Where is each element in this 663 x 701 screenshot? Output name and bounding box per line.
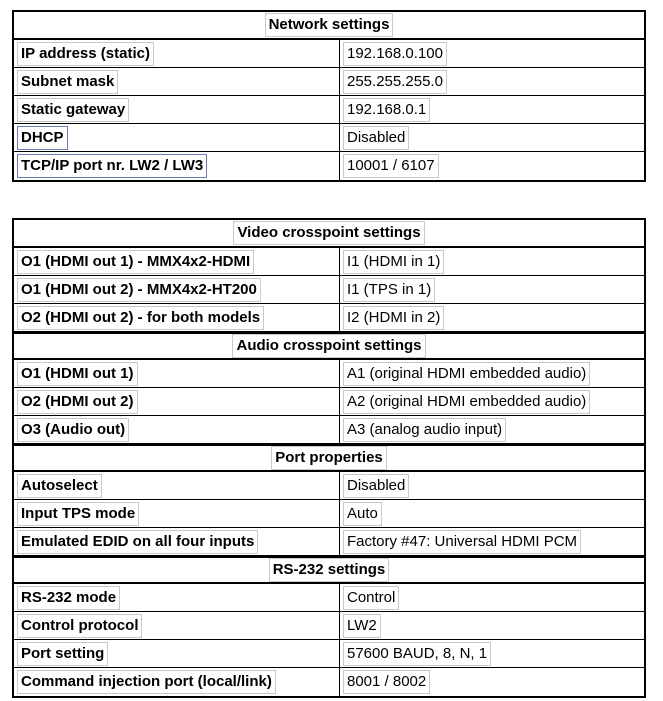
row-value-cell[interactable] [340, 416, 644, 443]
port-properties-header-row [14, 444, 644, 472]
table-row [14, 248, 644, 276]
table-row [14, 500, 644, 528]
table-row [14, 388, 644, 416]
audio-crosspoint-header-row [14, 332, 644, 360]
table-row [14, 472, 644, 500]
row-value-cell[interactable] [340, 248, 644, 275]
row-value-cell[interactable] [340, 584, 644, 611]
row-value-cell[interactable] [340, 304, 644, 331]
audio-out1-value[interactable]: A1 (original HDMI embedded audio) [343, 362, 590, 386]
network-settings-header-row [14, 12, 644, 40]
command-injection-port-label: Command injection port (local/link) [17, 670, 276, 694]
audio-out3-label: O3 (Audio out) [17, 418, 129, 442]
audio-out2-label: O2 (HDMI out 2) [17, 390, 138, 414]
row-label-cell [14, 124, 340, 151]
subnet-mask-label: Subnet mask [17, 70, 118, 94]
audio-crosspoint-header-label: Audio crosspoint settings [232, 334, 425, 358]
table-row [14, 584, 644, 612]
row-value-cell[interactable] [340, 124, 644, 151]
port-setting-value[interactable]: 57600 BAUD, 8, N, 1 [343, 642, 491, 666]
row-value-cell[interactable] [340, 612, 644, 639]
tcpip-port-value[interactable]: 10001 / 6107 [343, 154, 439, 178]
row-label-cell [14, 500, 340, 527]
autoselect-label: Autoselect [17, 474, 102, 498]
row-label-cell [14, 152, 340, 180]
table-row [14, 96, 644, 124]
audio-out3-value[interactable]: A3 (analog audio input) [343, 418, 506, 442]
audio-out1-label: O1 (HDMI out 1) [17, 362, 138, 386]
row-label-cell [14, 248, 340, 275]
dhcp-label: DHCP [17, 126, 68, 150]
table-row [14, 68, 644, 96]
rs232-settings-header-label: RS-232 settings [269, 558, 390, 582]
rs232-mode-value[interactable]: Control [343, 586, 399, 610]
video-out2-label: O2 (HDMI out 2) - for both models [17, 306, 264, 330]
row-value-cell[interactable] [340, 96, 644, 123]
table-row [14, 612, 644, 640]
row-value-cell[interactable] [340, 68, 644, 95]
row-label-cell [14, 388, 340, 415]
input-tps-mode-label: Input TPS mode [17, 502, 139, 526]
row-label-cell [14, 360, 340, 387]
control-protocol-value[interactable]: LW2 [343, 614, 381, 638]
network-settings-header-label: Network settings [265, 13, 394, 37]
autoselect-value[interactable]: Disabled [343, 474, 409, 498]
audio-out2-value[interactable]: A2 (original HDMI embedded audio) [343, 390, 590, 414]
row-label-cell [14, 472, 340, 499]
port-properties-header-label: Port properties [271, 446, 387, 470]
video-out1-ht200-label: O1 (HDMI out 2) - MMX4x2-HT200 [17, 278, 261, 302]
video-out1-hdmi-label: O1 (HDMI out 1) - MMX4x2-HDMI [17, 250, 254, 274]
row-label-cell [14, 640, 340, 667]
table-row [14, 276, 644, 304]
video-crosspoint-header-row [14, 220, 644, 248]
row-value-cell[interactable] [340, 500, 644, 527]
row-label-cell [14, 40, 340, 67]
row-value-cell[interactable] [340, 360, 644, 387]
table-row [14, 528, 644, 556]
row-label-cell [14, 68, 340, 95]
table-row [14, 360, 644, 388]
static-gateway-value[interactable]: 192.168.0.1 [343, 98, 430, 122]
table-row [14, 640, 644, 668]
row-label-cell [14, 96, 340, 123]
device-settings-table [12, 218, 646, 698]
row-label-cell [14, 276, 340, 303]
tcpip-port-label: TCP/IP port nr. LW2 / LW3 [17, 154, 207, 178]
row-value-cell[interactable] [340, 668, 644, 696]
video-crosspoint-header-label: Video crosspoint settings [233, 221, 424, 245]
command-injection-port-value[interactable]: 8001 / 8002 [343, 670, 430, 694]
row-value-cell[interactable] [340, 528, 644, 555]
subnet-mask-value[interactable]: 255.255.255.0 [343, 70, 447, 94]
video-out1-hdmi-value[interactable]: I1 (HDMI in 1) [343, 250, 444, 274]
row-label-cell [14, 584, 340, 611]
row-value-cell[interactable] [340, 152, 644, 180]
rs232-settings-header-row [14, 556, 644, 584]
row-value-cell[interactable] [340, 40, 644, 67]
network-settings-table [12, 10, 646, 182]
row-value-cell[interactable] [340, 640, 644, 667]
row-label-cell [14, 528, 340, 555]
emulated-edid-label: Emulated EDID on all four inputs [17, 530, 258, 554]
video-out1-ht200-value[interactable]: I1 (TPS in 1) [343, 278, 435, 302]
table-row [14, 416, 644, 444]
row-value-cell[interactable] [340, 388, 644, 415]
row-value-cell[interactable] [340, 472, 644, 499]
row-label-cell [14, 612, 340, 639]
video-out2-value[interactable]: I2 (HDMI in 2) [343, 306, 444, 330]
row-value-cell[interactable] [340, 276, 644, 303]
row-label-cell [14, 668, 340, 696]
table-row [14, 304, 644, 332]
ip-address-label: IP address (static) [17, 42, 154, 66]
emulated-edid-value[interactable]: Factory #47: Universal HDMI PCM [343, 530, 581, 554]
rs232-mode-label: RS-232 mode [17, 586, 120, 610]
row-label-cell [14, 304, 340, 331]
static-gateway-label: Static gateway [17, 98, 129, 122]
port-setting-label: Port setting [17, 642, 108, 666]
input-tps-mode-value[interactable]: Auto [343, 502, 382, 526]
ip-address-value[interactable]: 192.168.0.100 [343, 42, 447, 66]
control-protocol-label: Control protocol [17, 614, 142, 638]
table-row [14, 152, 644, 180]
table-row [14, 40, 644, 68]
row-label-cell [14, 416, 340, 443]
dhcp-value[interactable]: Disabled [343, 126, 409, 150]
table-row [14, 668, 644, 696]
table-row [14, 124, 644, 152]
